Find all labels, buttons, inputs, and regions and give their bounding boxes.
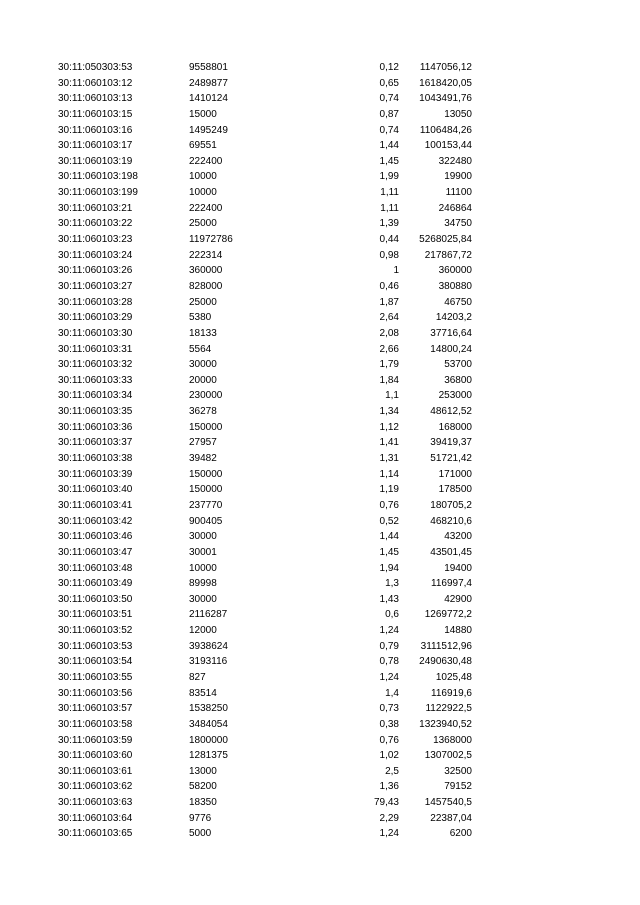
total-cell: 322480 xyxy=(438,155,472,167)
parcel-id-cell: 30:11:060103:13 xyxy=(58,93,133,105)
quantity-cell: 25000 xyxy=(189,296,217,308)
rate-cell: 1,4 xyxy=(385,687,399,699)
rate-cell: 0,87 xyxy=(379,108,399,120)
total-cell: 2490630,48 xyxy=(419,656,472,668)
quantity-cell: 5380 xyxy=(189,312,212,324)
total-cell: 46750 xyxy=(444,296,472,308)
rate-cell: 1,99 xyxy=(379,171,399,183)
table-row xyxy=(0,607,640,623)
rate-cell: 0,74 xyxy=(379,124,399,136)
total-cell: 1106484,26 xyxy=(419,124,472,136)
parcel-id-cell: 30:11:060103:32 xyxy=(58,359,133,371)
parcel-id-cell: 30:11:060103:19 xyxy=(58,155,133,167)
total-cell: 37716,64 xyxy=(430,327,472,339)
parcel-id-cell: 30:11:060103:12 xyxy=(58,77,133,89)
quantity-cell: 11972786 xyxy=(189,234,233,246)
quantity-cell: 83514 xyxy=(189,687,217,699)
table-row xyxy=(0,420,640,436)
quantity-cell: 15000 xyxy=(189,108,217,120)
table-row xyxy=(0,670,640,686)
table-row xyxy=(0,201,640,217)
rate-cell: 1,43 xyxy=(379,593,399,605)
rate-cell: 0,44 xyxy=(379,234,399,246)
quantity-cell: 10000 xyxy=(189,171,217,183)
quantity-cell: 222314 xyxy=(189,249,223,261)
table-row xyxy=(0,310,640,326)
quantity-cell: 27957 xyxy=(189,437,217,449)
total-cell: 178500 xyxy=(438,484,472,496)
parcel-id-cell: 30:11:060103:16 xyxy=(58,124,133,136)
table-row xyxy=(0,561,640,577)
parcel-id-cell: 30:11:060103:56 xyxy=(58,687,133,699)
total-cell: 1043491,76 xyxy=(419,93,472,105)
quantity-cell: 9776 xyxy=(189,812,212,824)
table-row xyxy=(0,514,640,530)
rate-cell: 0,52 xyxy=(379,515,399,527)
table-row xyxy=(0,467,640,483)
parcel-id-cell: 30:11:060103:61 xyxy=(58,765,133,777)
total-cell: 468210,6 xyxy=(430,515,472,527)
rate-cell: 1,02 xyxy=(379,750,399,762)
quantity-cell: 222400 xyxy=(189,202,223,214)
table-row xyxy=(0,248,640,264)
total-cell: 43200 xyxy=(444,531,472,543)
quantity-cell: 2489877 xyxy=(189,77,228,89)
total-cell: 13050 xyxy=(444,108,472,120)
total-cell: 1122922,5 xyxy=(425,703,472,715)
total-cell: 42900 xyxy=(444,593,472,605)
total-cell: 19400 xyxy=(444,562,472,574)
table-row xyxy=(0,216,640,232)
total-cell: 1323940,52 xyxy=(419,718,472,730)
parcel-id-cell: 30:11:060103:51 xyxy=(58,609,133,621)
parcel-id-cell: 30:11:060103:58 xyxy=(58,718,133,730)
parcel-id-cell: 30:11:060103:60 xyxy=(58,750,133,762)
parcel-id-cell: 30:11:060103:63 xyxy=(58,797,133,809)
parcel-id-cell: 30:11:060103:35 xyxy=(58,406,133,418)
total-cell: 1457540,5 xyxy=(424,797,472,809)
table-row xyxy=(0,388,640,404)
total-cell: 53700 xyxy=(444,359,472,371)
rate-cell: 2,08 xyxy=(379,327,399,339)
total-cell: 171000 xyxy=(438,468,472,480)
quantity-cell: 150000 xyxy=(189,468,223,480)
parcel-id-cell: 30:11:060103:48 xyxy=(58,562,133,574)
quantity-cell: 3938624 xyxy=(189,640,228,652)
rate-cell: 1,79 xyxy=(379,359,399,371)
rate-cell: 0,79 xyxy=(379,640,399,652)
rate-cell: 1,3 xyxy=(385,578,399,590)
quantity-cell: 18133 xyxy=(189,327,217,339)
total-cell: 1618420,05 xyxy=(419,77,472,89)
rate-cell: 1,24 xyxy=(379,671,399,683)
total-cell: 1025,48 xyxy=(435,671,472,683)
parcel-id-cell: 30:11:060103:37 xyxy=(58,437,133,449)
table-row xyxy=(0,185,640,201)
quantity-cell: 30000 xyxy=(189,593,217,605)
total-cell: 36800 xyxy=(444,374,472,386)
table-row xyxy=(0,76,640,92)
quantity-cell: 30000 xyxy=(189,531,217,543)
total-cell: 1147056,12 xyxy=(419,62,472,73)
quantity-cell: 1495249 xyxy=(189,124,228,136)
rate-cell: 0,74 xyxy=(379,93,399,105)
parcel-id-cell: 30:11:060103:52 xyxy=(58,625,133,637)
rate-cell: 1,19 xyxy=(379,484,399,496)
rate-cell: 1,87 xyxy=(379,296,399,308)
quantity-cell: 1410124 xyxy=(189,93,228,105)
parcel-id-cell: 30:11:060103:42 xyxy=(58,515,133,527)
table-row xyxy=(0,498,640,514)
rate-cell: 1,14 xyxy=(379,468,399,480)
quantity-cell: 222400 xyxy=(189,155,223,167)
total-cell: 43501,45 xyxy=(430,546,472,558)
quantity-cell: 69551 xyxy=(189,140,217,152)
rate-cell: 1,11 xyxy=(380,202,399,214)
total-cell: 1307002,5 xyxy=(424,750,472,762)
parcel-id-cell: 30:11:060103:36 xyxy=(58,421,133,433)
total-cell: 14880 xyxy=(444,625,472,637)
total-cell: 180705,2 xyxy=(430,499,472,511)
total-cell: 39419,37 xyxy=(430,437,472,449)
parcel-id-cell: 30:11:060103:24 xyxy=(58,249,133,261)
quantity-cell: 58200 xyxy=(189,781,217,793)
quantity-cell: 230000 xyxy=(189,390,223,402)
table-row xyxy=(0,326,640,342)
parcel-id-cell: 30:11:060103:17 xyxy=(58,140,133,152)
quantity-cell: 900405 xyxy=(189,515,223,527)
quantity-cell: 5564 xyxy=(189,343,212,355)
quantity-cell: 36278 xyxy=(189,406,217,418)
parcel-id-cell: 30:11:060103:15 xyxy=(58,108,133,120)
table-row xyxy=(0,342,640,358)
table-row xyxy=(0,701,640,717)
rate-cell: 1,24 xyxy=(379,828,399,840)
total-cell: 116997,4 xyxy=(431,578,472,590)
parcel-id-cell: 30:11:060103:39 xyxy=(58,468,133,480)
quantity-cell: 3484054 xyxy=(189,718,228,730)
rate-cell: 0,76 xyxy=(379,734,399,746)
total-cell: 168000 xyxy=(438,421,472,433)
quantity-cell: 1281375 xyxy=(189,750,228,762)
parcel-id-cell: 30:11:060103:53 xyxy=(58,640,133,652)
total-cell: 360000 xyxy=(438,265,472,277)
parcel-id-cell: 30:11:060103:21 xyxy=(58,202,133,214)
parcel-id-cell: 30:11:060103:55 xyxy=(58,671,133,683)
table-row xyxy=(0,686,640,702)
total-cell: 1368000 xyxy=(433,734,472,746)
rate-cell: 2,5 xyxy=(385,765,399,777)
table-row xyxy=(0,451,640,467)
total-cell: 14203,2 xyxy=(435,312,472,324)
rate-cell: 1,36 xyxy=(379,781,399,793)
table-row xyxy=(0,263,640,279)
rate-cell: 1 xyxy=(393,265,399,277)
rate-cell: 0,12 xyxy=(379,62,399,73)
total-cell: 19900 xyxy=(444,171,472,183)
table-row xyxy=(0,811,640,827)
parcel-id-cell: 30:11:060103:46 xyxy=(58,531,133,543)
total-cell: 116919,6 xyxy=(431,687,472,699)
table-row xyxy=(0,733,640,749)
parcel-id-cell: 30:11:060103:62 xyxy=(58,781,133,793)
table-row xyxy=(0,123,640,139)
quantity-cell: 39482 xyxy=(189,453,217,465)
quantity-cell: 3193116 xyxy=(189,656,228,668)
rate-cell: 0,73 xyxy=(379,703,399,715)
quantity-cell: 150000 xyxy=(189,484,223,496)
table-row xyxy=(0,154,640,170)
data-table xyxy=(0,60,640,842)
rate-cell: 0,76 xyxy=(379,499,399,511)
rate-cell: 2,64 xyxy=(379,312,399,324)
parcel-id-cell: 30:11:060103:23 xyxy=(58,234,133,246)
table-row xyxy=(0,623,640,639)
parcel-id-cell: 30:11:060103:29 xyxy=(58,312,133,324)
total-cell: 51721,42 xyxy=(430,453,472,465)
quantity-cell: 30001 xyxy=(189,546,217,558)
parcel-id-cell: 30:11:060103:33 xyxy=(58,374,133,386)
parcel-id-cell: 30:11:060103:38 xyxy=(58,453,133,465)
total-cell: 6200 xyxy=(449,828,472,840)
total-cell: 3111512,96 xyxy=(420,640,472,652)
quantity-cell: 9558801 xyxy=(189,62,228,73)
table-row xyxy=(0,482,640,498)
rate-cell: 1,45 xyxy=(379,155,399,167)
parcel-id-cell: 30:11:060103:47 xyxy=(58,546,133,558)
quantity-cell: 13000 xyxy=(189,765,217,777)
table-row xyxy=(0,60,640,76)
rate-cell: 1,41 xyxy=(379,437,399,449)
table-row xyxy=(0,576,640,592)
rate-cell: 1,44 xyxy=(379,140,399,152)
rate-cell: 1,39 xyxy=(379,218,399,230)
quantity-cell: 10000 xyxy=(189,562,217,574)
total-cell: 14800,24 xyxy=(430,343,472,355)
table-row xyxy=(0,545,640,561)
parcel-id-cell: 30:11:060103:59 xyxy=(58,734,133,746)
table-row xyxy=(0,795,640,811)
rate-cell: 1,45 xyxy=(379,546,399,558)
total-cell: 11100 xyxy=(445,187,472,199)
rate-cell: 0,65 xyxy=(379,77,399,89)
rate-cell: 0,78 xyxy=(379,656,399,668)
total-cell: 5268025,84 xyxy=(419,234,472,246)
table-row xyxy=(0,764,640,780)
table-row xyxy=(0,529,640,545)
rate-cell: 1,34 xyxy=(379,406,399,418)
table-row xyxy=(0,91,640,107)
quantity-cell: 30000 xyxy=(189,359,217,371)
total-cell: 79152 xyxy=(444,781,472,793)
rate-cell: 79,43 xyxy=(373,797,399,809)
rate-cell: 1,11 xyxy=(380,187,399,199)
table-row xyxy=(0,279,640,295)
table-row xyxy=(0,232,640,248)
parcel-id-cell: 30:11:060103:57 xyxy=(58,703,133,715)
parcel-id-cell: 30:11:060103:40 xyxy=(58,484,133,496)
total-cell: 22387,04 xyxy=(430,812,472,824)
rate-cell: 2,29 xyxy=(379,812,399,824)
parcel-id-cell: 30:11:060103:28 xyxy=(58,296,133,308)
parcel-id-cell: 30:11:060103:198 xyxy=(58,171,138,183)
table-row xyxy=(0,169,640,185)
parcel-id-cell: 30:11:060103:22 xyxy=(58,218,133,230)
parcel-id-cell: 30:11:050303:53 xyxy=(58,62,133,73)
table-row xyxy=(0,826,640,842)
rate-cell: 1,84 xyxy=(379,374,399,386)
quantity-cell: 827 xyxy=(189,671,206,683)
table-row xyxy=(0,404,640,420)
quantity-cell: 237770 xyxy=(189,499,223,511)
rate-cell: 1,1 xyxy=(385,390,399,402)
quantity-cell: 2116287 xyxy=(189,609,228,621)
quantity-cell: 1538250 xyxy=(189,703,228,715)
table-row xyxy=(0,592,640,608)
rate-cell: 0,38 xyxy=(379,718,399,730)
total-cell: 100153,44 xyxy=(424,140,472,152)
table-row xyxy=(0,107,640,123)
quantity-cell: 25000 xyxy=(189,218,217,230)
total-cell: 246864 xyxy=(438,202,472,214)
parcel-id-cell: 30:11:060103:49 xyxy=(58,578,133,590)
total-cell: 48612,52 xyxy=(430,406,472,418)
table-row xyxy=(0,779,640,795)
quantity-cell: 1800000 xyxy=(189,734,228,746)
parcel-id-cell: 30:11:060103:26 xyxy=(58,265,133,277)
parcel-id-cell: 30:11:060103:31 xyxy=(58,343,133,355)
quantity-cell: 20000 xyxy=(189,374,217,386)
rate-cell: 0,98 xyxy=(379,249,399,261)
table-row xyxy=(0,748,640,764)
parcel-id-cell: 30:11:060103:64 xyxy=(58,812,133,824)
quantity-cell: 89998 xyxy=(189,578,217,590)
table-row xyxy=(0,717,640,733)
rate-cell: 1,12 xyxy=(379,421,399,433)
parcel-id-cell: 30:11:060103:30 xyxy=(58,327,133,339)
total-cell: 253000 xyxy=(438,390,472,402)
total-cell: 380880 xyxy=(438,280,472,292)
quantity-cell: 12000 xyxy=(189,625,217,637)
table-row xyxy=(0,295,640,311)
total-cell: 217867,72 xyxy=(424,249,472,261)
table-row xyxy=(0,373,640,389)
rate-cell: 1,44 xyxy=(379,531,399,543)
parcel-id-cell: 30:11:060103:27 xyxy=(58,280,133,292)
rate-cell: 1,94 xyxy=(379,562,399,574)
parcel-id-cell: 30:11:060103:199 xyxy=(58,187,138,199)
total-cell: 32500 xyxy=(444,765,472,777)
rate-cell: 1,24 xyxy=(379,625,399,637)
total-cell: 34750 xyxy=(444,218,472,230)
parcel-id-cell: 30:11:060103:50 xyxy=(58,593,133,605)
parcel-id-cell: 30:11:060103:34 xyxy=(58,390,133,402)
parcel-id-cell: 30:11:060103:65 xyxy=(58,828,133,840)
table-row xyxy=(0,639,640,655)
rate-cell: 2,66 xyxy=(379,343,399,355)
rate-cell: 0,46 xyxy=(379,280,399,292)
rate-cell: 0,6 xyxy=(385,609,399,621)
total-cell: 1269772,2 xyxy=(424,609,472,621)
parcel-id-cell: 30:11:060103:54 xyxy=(58,656,133,668)
quantity-cell: 360000 xyxy=(189,265,223,277)
table-row xyxy=(0,357,640,373)
table-row xyxy=(0,138,640,154)
quantity-cell: 150000 xyxy=(189,421,223,433)
table-row xyxy=(0,435,640,451)
quantity-cell: 5000 xyxy=(189,828,212,840)
parcel-id-cell: 30:11:060103:41 xyxy=(58,499,133,511)
quantity-cell: 828000 xyxy=(189,280,223,292)
quantity-cell: 18350 xyxy=(189,797,217,809)
table-row xyxy=(0,654,640,670)
quantity-cell: 10000 xyxy=(189,187,217,199)
rate-cell: 1,31 xyxy=(379,453,399,465)
